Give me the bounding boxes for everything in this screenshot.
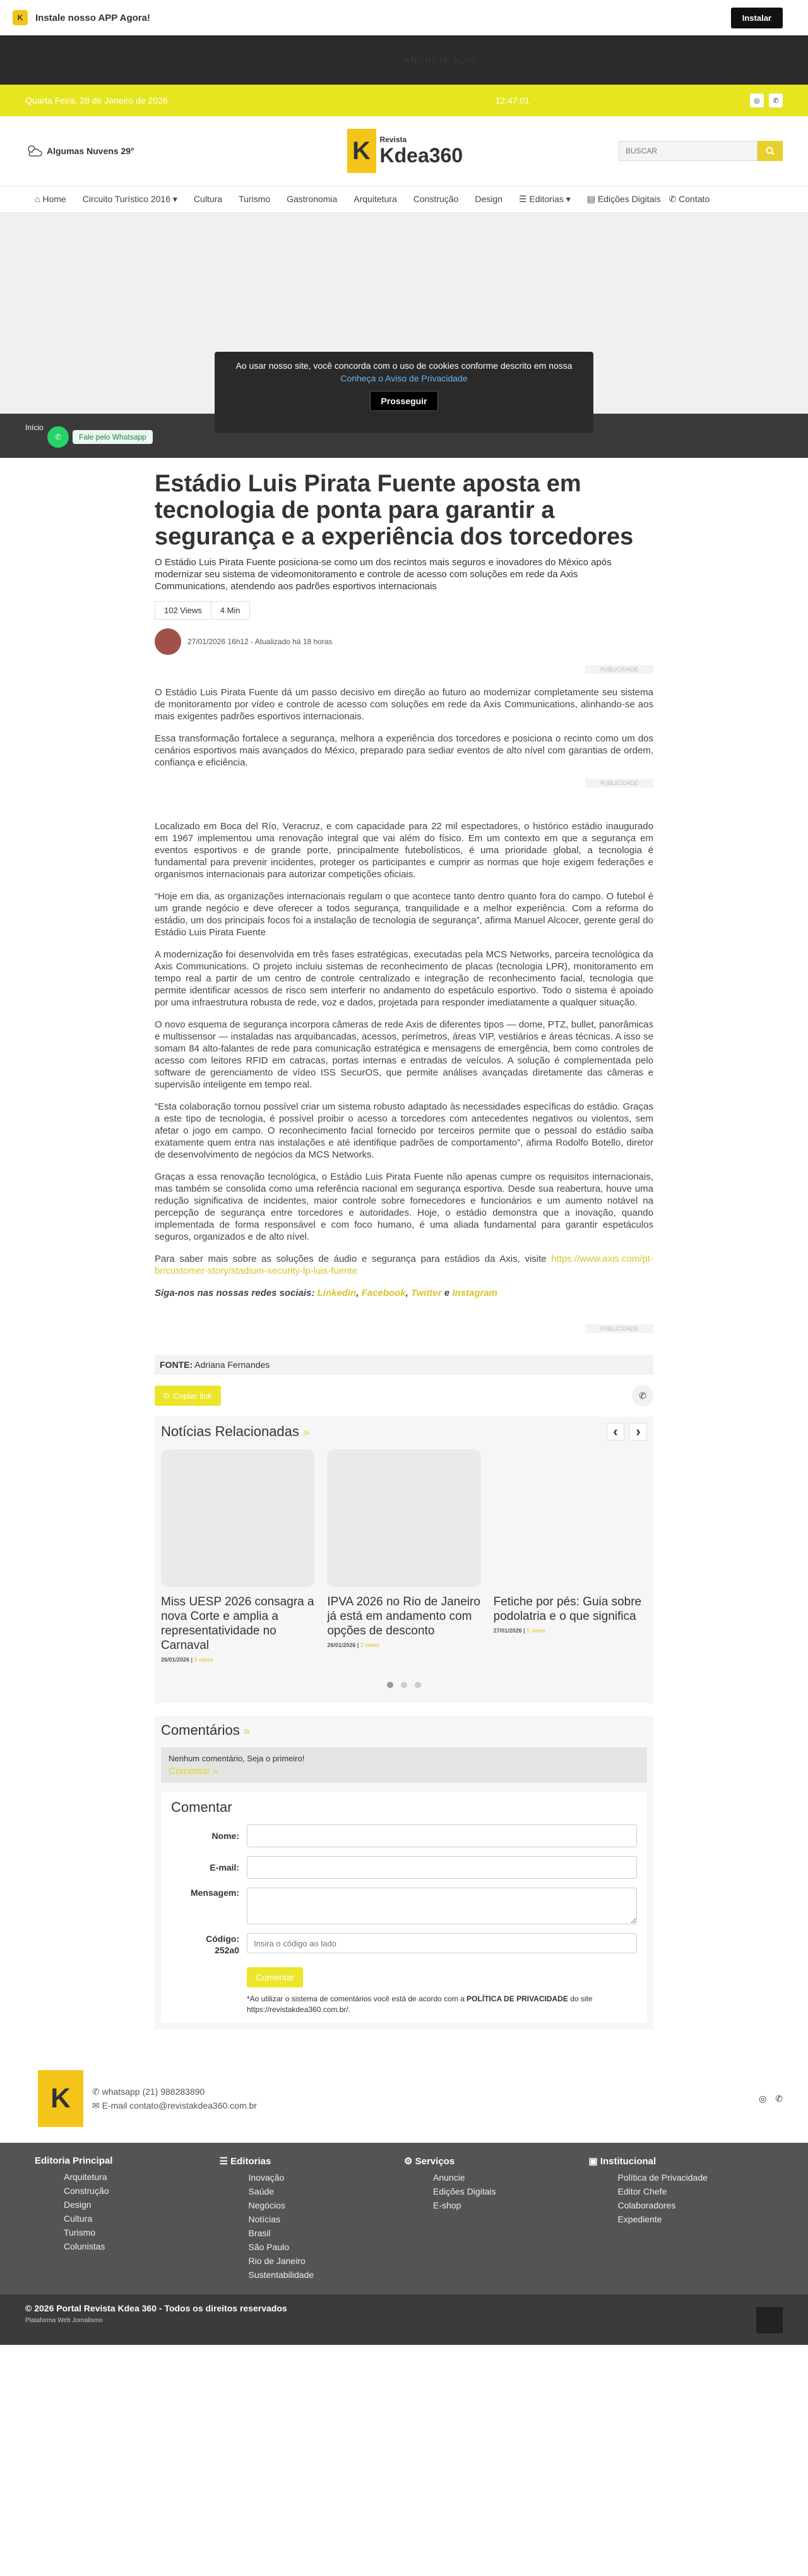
nav-arquitetura[interactable] (345, 186, 405, 212)
footer-link[interactable]: Sustentabilidade (248, 2270, 314, 2280)
instagram-icon[interactable]: ◎ (750, 93, 764, 107)
message-label: Mensagem: (190, 1888, 239, 1898)
book-icon: ▤ (586, 194, 598, 204)
logo-small-text: Revista (379, 135, 407, 144)
nav-edicoes[interactable] (579, 186, 669, 212)
terms-prefix: *Ao utilizar o sistema de comentários você está de acordo com a (247, 1994, 467, 2003)
app-logo-icon: K (13, 10, 28, 25)
name-label: Nome: (211, 1831, 239, 1841)
footer-bottom (0, 2294, 808, 2345)
nav-turismo[interactable] (230, 186, 278, 212)
footer-links (0, 2143, 808, 2294)
footer-top (0, 2054, 808, 2143)
footer-column (35, 2155, 220, 2282)
nav-cultura[interactable] (186, 186, 230, 212)
social-prefix: Siga-nos nas nossas redes sociais: (155, 1288, 318, 1298)
nav-editorias[interactable] (511, 186, 579, 212)
card-title[interactable]: Fetiche por pés: Guia sobre podolatria e o que significa (493, 1595, 642, 1623)
footer-link[interactable]: Rio de Janeiro (248, 2256, 306, 2266)
ad-label: PUBLICIDADE (585, 665, 653, 674)
paragraph: O novo esquema de segurança incorpora câmeras de rede Axis de diferentes tipos — dome, PTZ, bullet, panorâmicas e multissensor — instaladas nas arquibancadas, acessos, perímetros, áreas VIP, vestiários e áreas técnicas. A isso se somam 84 alto-falantes de rede para comunicação estratégica e mensagens de emergência, bem como controles de acesso com leitores RFID em catracas, portas internas e entradas de veículos. A solução é complementada pelo software de gerenciamento de vídeo ISS SecurOS, que permite análises avançadas diretamente das câmeras e supervisão inteligente em tempo real. (155, 1019, 653, 1090)
footer-link[interactable]: Notícias (248, 2214, 281, 2224)
card-date: 26/01/2026 (161, 1656, 190, 1663)
weather-text: Algumas Nuvens 29° (47, 146, 134, 156)
chevron-right-icon: » (243, 1725, 250, 1737)
linkedin-link[interactable]: Linkedin (317, 1288, 357, 1298)
no-comments-text: Nenhum comentário, Seja o primeiro! (169, 1754, 305, 1763)
article-stats (155, 601, 250, 620)
paragraph: A modernização foi desenvolvida em três fases estratégicas, executadas pela MCS Networks, parceira tecnológica da Axis Communications. O projeto incluiu sistemas de reconhecimento de placas (tecnologia LPR), monitoramento em tempo real a partir de um centro de controle centralizado e integração de reconhecimento facial, tecnologia que permite identificar acessos de risco sem interferir no andamento do espetáculo esportivo. Todo o sistema é apoiado por uma infraestrutura robusta de rede, voz e dados, projetada para responder imediatamente a qualquer situação. (155, 949, 653, 1008)
paragraph: O Estádio Luis Pirata Fuente dá um passo decisivo em direção ao futuro ao modernizar completamente seu sistema de monitoramento por vídeo e controle de acesso com soluções em rede da Axis Communications, alinhando-se aos mais exigentes padrões esportivos internacionais. (155, 687, 653, 722)
platform-text: Plataforma Web Jornalismo (25, 2317, 103, 2324)
ad-placeholder (0, 213, 808, 414)
carousel-dot[interactable] (415, 1682, 421, 1688)
article-body (155, 686, 653, 1299)
nav-label: Gastronomia (287, 194, 338, 204)
comments-section (155, 1716, 653, 2029)
comments-title: Comentários (161, 1722, 240, 1738)
code-label (171, 1933, 247, 1956)
views-count: 102 Views (164, 606, 202, 615)
comment-link[interactable]: Comentar » (169, 1766, 218, 1776)
axis-link[interactable]: https://www.axis.com/pt-br/customer-story/stadium-security-lp-luis-fuente (155, 1254, 653, 1276)
footer-column-title: Serviços (415, 2156, 455, 2167)
search-icon (766, 147, 775, 155)
nav-label: Construção (413, 194, 459, 204)
email-label: E-mail: (210, 1862, 239, 1872)
card-views: 5 views (194, 1656, 213, 1663)
source-label: FONTE: (160, 1360, 193, 1370)
search-input[interactable] (619, 141, 758, 161)
card-views: 5 views (526, 1627, 546, 1634)
envelope-icon: ✉ (92, 2100, 102, 2111)
author-row (155, 628, 653, 655)
instagram-link[interactable]: Instagram (452, 1288, 498, 1298)
prev-arrow-icon[interactable]: ‹ (607, 1423, 624, 1441)
footer-whatsapp[interactable] (92, 2085, 257, 2099)
banner-faded-text: ANUNCIE AQUI (404, 56, 478, 65)
card-date: 26/01/2026 (327, 1642, 356, 1648)
nav-label: Cultura (193, 194, 223, 204)
cookie-text: Ao usar nosso site, você concorda com o uso de cookies conforme descrito em nossa (235, 361, 573, 371)
whatsapp-share-icon[interactable]: ✆ (632, 1385, 653, 1406)
ad-label: PUBLICIDADE (585, 1324, 653, 1333)
footer-link[interactable]: Arquitetura (64, 2172, 107, 2182)
captcha-code: 252a0 (215, 1945, 239, 1955)
source-box (155, 1355, 653, 1375)
footer-link[interactable]: Saúde (248, 2186, 274, 2196)
comment-form (161, 1792, 647, 2023)
footer-column (404, 2155, 589, 2282)
breadcrumb-home[interactable]: Início (25, 423, 44, 432)
card-thumbnail[interactable] (327, 1449, 480, 1587)
code-label-text: Código: (206, 1934, 239, 1944)
footer-link[interactable]: Negócios (248, 2200, 285, 2210)
nav-circuito[interactable] (74, 186, 186, 212)
paragraph: “Hoje em dia, as organizações internacionais regulam o que acontece tanto dentro quanto fora do campo. O futebol é um grande negócio e deve oferecer a todos segurança, tranquilidade e a melhor experiência. Com a reforma do estádio, um dos principais focos foi a instalação de tecnologia de segurança”, afirma Manuel Alcocer, gerente geral do Estádio Luis Pirata Fuente (155, 891, 653, 938)
copy-link-button[interactable] (155, 1386, 221, 1406)
whatsapp-float[interactable] (47, 426, 153, 448)
rss-icon: ☰ (518, 194, 530, 204)
whatsapp-text: whatsapp (21) 988283890 (102, 2087, 205, 2097)
footer-column-title: Institucional (600, 2156, 656, 2167)
separator: , (356, 1288, 362, 1298)
whatsapp-icon: ✆ (92, 2087, 102, 2097)
current-time: 12:47:01 (495, 95, 530, 105)
nav-gastronomia[interactable] (278, 186, 345, 212)
footer-column (589, 2155, 774, 2282)
nav-label: Home (42, 194, 66, 204)
card-date: 27/01/2026 (493, 1627, 522, 1634)
social-line (155, 1287, 653, 1299)
footer-column-title: Editoria Principal (35, 2155, 113, 2166)
message-field[interactable] (247, 1888, 637, 1924)
twitter-link[interactable]: Twitter (411, 1288, 442, 1298)
cloud-sun-icon (25, 143, 43, 159)
whatsapp-icon[interactable]: ✆ (769, 93, 783, 107)
name-field[interactable] (247, 1824, 637, 1847)
source-value: Adriana Fernandes (194, 1360, 270, 1370)
building-icon: ▣ (588, 2156, 600, 2167)
main-nav (0, 186, 808, 213)
privacy-link[interactable]: Conheça o Aviso de Privacidade (340, 373, 468, 383)
footer-email[interactable] (92, 2099, 257, 2112)
article-subtitle: O Estádio Luis Pirata Fuente posiciona-se como um dos recintos mais seguros e inovadores do México após modernizar seu sistema de videomonitoramento e controle de acesso com soluções em rede da Axis Communications, atendendo aos padrões esportivos internacionais (155, 557, 612, 592)
nav-construcao[interactable] (405, 186, 467, 212)
no-comments-box (161, 1747, 647, 1783)
article-date: 27/01/2026 16h12 - Atualizado há 18 horas (187, 637, 333, 646)
next-arrow-icon[interactable]: › (629, 1423, 647, 1441)
whatsapp-icon[interactable]: ✆ (775, 2093, 783, 2104)
nav-label: Edições Digitais (597, 194, 661, 204)
card-thumbnail[interactable] (494, 1449, 647, 1587)
install-text: Instale nosso APP Agora! (35, 12, 150, 23)
email-text: E-mail contato@revistakdea360.com.br (102, 2100, 257, 2111)
separator: , (405, 1288, 411, 1298)
submit-comment-button[interactable]: Comentar (247, 1967, 303, 1987)
footer-column-title: Editorias (230, 2156, 271, 2167)
article-title: Estádio Luis Pirata Fuente aposta em tecnologia de ponta para garantir a segurança e a experiência dos torcedores (155, 470, 634, 550)
install-button[interactable]: Instalar (731, 8, 783, 28)
footer-link[interactable]: Design (64, 2200, 92, 2210)
privacy-policy-link[interactable]: POLÍTICA DE PRIVACIDADE (466, 1994, 568, 2003)
related-card[interactable]: Miss UESP 2026 consagra a nova Corte e amplia a representatividade no Carnaval 26/01/2026 | 5 views (161, 1449, 314, 1663)
nav-label: Circuito Turístico 2016 ▾ (82, 194, 177, 204)
card-title[interactable]: IPVA 2026 no Rio de Janeiro já está em andamento com opções de desconto (327, 1595, 480, 1638)
footer-link[interactable]: Brasil (248, 2228, 271, 2238)
search-button[interactable] (758, 141, 783, 161)
related-card[interactable]: IPVA 2026 no Rio de Janeiro já está em andamento com opções de desconto 26/01/2026 | 2 views (327, 1449, 480, 1663)
ad-label: PUBLICIDADE (585, 779, 653, 788)
form-title: Comentar (171, 1799, 232, 1815)
phone-icon: ✆ (668, 194, 679, 204)
footer-link[interactable]: Turismo (64, 2227, 96, 2238)
footer-link[interactable]: Colunistas (64, 2241, 105, 2251)
related-card[interactable]: Fetiche por pés: Guia sobre podolatria e o que significa 27/01/2026 | 5 views (494, 1449, 647, 1663)
site-header (0, 116, 808, 186)
related-news (155, 1417, 653, 1703)
back-to-top-button[interactable] (756, 2307, 783, 2333)
paragraph: Localizado em Boca del Río, Veracruz, e com capacidade para 22 mil espectadores, o histórico estádio inaugurado em 1967 implementou uma renovação integral que vai além do físico. Em um contexto em que a segurança em eventos esportivos e de grande porte, principalmente futebolísticos, é uma prioridade global, a tecnologia é fundamental para prevenir incidentes, proteger os participantes e cumprir as normas que hoje exigem federações e organismos internacionais para autorizar competições oficiais. (155, 821, 653, 880)
top-ad-banner (0, 35, 808, 85)
nav-label: Editorias ▾ (529, 194, 571, 204)
weather-widget (25, 143, 134, 159)
copy-icon: ⧉ (163, 1391, 170, 1400)
footer-link[interactable]: Política de Privacidade (617, 2172, 708, 2183)
copyright: © 2026 Portal Revista Kdea 360 - Todos os direitos reservados (25, 2303, 287, 2313)
card-thumbnail[interactable] (161, 1449, 314, 1587)
gear-icon: ⚙ (404, 2156, 415, 2167)
footer-link[interactable]: Anuncie (433, 2172, 465, 2183)
home-icon: ⌂ (35, 194, 43, 204)
footer-link[interactable]: Cultura (64, 2214, 93, 2224)
nav-contato[interactable] (669, 186, 718, 212)
footer-link[interactable]: São Paulo (248, 2242, 290, 2252)
carousel-dots (161, 1682, 647, 1697)
cookie-banner (215, 352, 593, 433)
related-title: Notícias Relacionadas (161, 1423, 299, 1439)
footer-link[interactable]: Construção (64, 2186, 109, 2196)
footer-column (220, 2155, 405, 2282)
more-info (155, 1253, 653, 1277)
footer-link[interactable]: Colaboradores (617, 2200, 676, 2210)
separator: e (441, 1288, 453, 1298)
footer-link[interactable]: Inovação (248, 2172, 285, 2183)
footer-link[interactable]: Edições Digitais (433, 2186, 496, 2196)
card-views: 2 views (360, 1642, 379, 1648)
chevron-right-icon: » (303, 1426, 310, 1439)
current-date: Quarta Feira, 28 de Janeiro de 2026 (25, 95, 168, 105)
more-info-text: Para saber mais sobre as soluções de áudio e segurança para estádios da Axis, visite (155, 1254, 552, 1264)
logo-big-text: Kdea360 (379, 143, 463, 167)
card-title[interactable]: Miss UESP 2026 consagra a nova Corte e amplia a representatividade no Carnaval (161, 1595, 314, 1652)
read-time: 4 Min (211, 602, 249, 619)
nav-home[interactable] (35, 186, 74, 212)
nav-label: Turismo (239, 194, 271, 204)
paragraph: Essa transformação fortalece a segurança, melhora a experiência dos torcedores e posiciona o recinto como um dos cenários esportivos mais avançados do México, preparado para sediar eventos de alto nível com garantias de ordem, confiança e eficiência. (155, 733, 653, 768)
captcha-field[interactable] (247, 1933, 637, 1953)
date-bar (0, 85, 808, 116)
cookie-accept-button[interactable]: Prosseguir (370, 391, 437, 411)
rss-icon: ☰ (219, 2156, 231, 2167)
search-form (619, 141, 783, 161)
footer-link[interactable]: Expediente (617, 2214, 662, 2224)
avatar (155, 628, 181, 655)
nav-label: Design (475, 194, 502, 204)
email-field[interactable] (247, 1856, 637, 1879)
logo-k-icon: K (347, 129, 376, 173)
nav-label: Contato (679, 194, 710, 204)
instagram-icon[interactable]: ◎ (759, 2093, 767, 2104)
whatsapp-icon: ✆ (47, 426, 69, 448)
install-app-bar (0, 0, 808, 35)
whatsapp-label: Fale pelo Whatsapp (73, 430, 153, 444)
footer-link[interactable]: Editor Chefe (617, 2186, 667, 2196)
site-logo[interactable] (347, 129, 463, 173)
carousel-dot[interactable] (401, 1682, 407, 1688)
terms-text (247, 1994, 637, 2015)
paragraph: “Esta colaboração tornou possível criar um sistema robusto adaptado às necessidades específicas do estádio. Graças a este tipo de tecnologia, é possível proibir o acesso a torcedores com antecedentes negativos ou violentos, sem afetar o jogo em campo. O reconhecimento facial fornecido por terceiros permite que o pessoal do estádio saiba exatamente quem entra nas instalações e até identifique padrões de comportamento”, afirma Rodolfo Botello, diretor de desenvolvimento de negócios da MCS Networks. (155, 1101, 653, 1160)
nav-label: Arquitetura (354, 194, 397, 204)
footer-link[interactable]: E-shop (433, 2200, 461, 2210)
share-actions (155, 1385, 653, 1406)
terms-suffix: do site https://revistakdea360.com.br/. (247, 1994, 593, 2014)
footer-logo[interactable]: K (38, 2070, 83, 2127)
article (155, 458, 653, 2029)
copy-label: Copiar link (173, 1391, 212, 1401)
nav-design[interactable] (466, 186, 511, 212)
carousel-dot[interactable] (387, 1682, 393, 1688)
facebook-link[interactable]: Facebook (361, 1288, 406, 1298)
paragraph: Graças a essa renovação tecnológica, o Estádio Luis Pirata Fuente não apenas cumpre os requisitos internacionais, mas também se consolida como uma referência nacional em segurança esportiva. Desde sua reabertura, houve uma redução significativa de incidentes, maior controle sobre fornecedores e funcionários e um aumento notável na percepção de segurança entre torcedores e autoridades. Hoje, o estádio demonstra que a inovação, quando implementada de forma responsável e com foco humano, é uma aliada fundamental para garantir espetáculos seguros, organizados e de alto nível. (155, 1171, 653, 1242)
